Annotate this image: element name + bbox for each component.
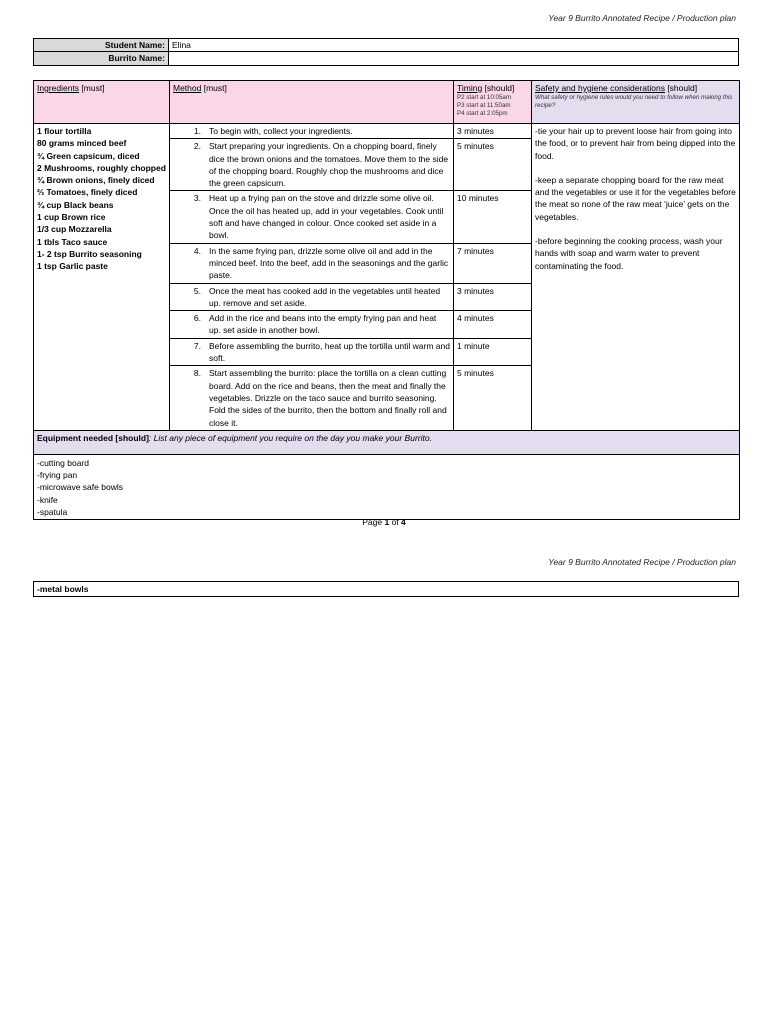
step-timing: 10 minutes (454, 191, 532, 243)
method-step: 7. Before assembling the burrito, heat up the tortilla until warm and soft. (170, 338, 454, 366)
equipment-item: -metal bowls (34, 582, 739, 597)
safety-item: -tie your hair up to prevent loose hair from going into the food, or to prevent hair from being dipped into the food. (535, 126, 738, 161)
ingredient-item: 2 Mushrooms, roughly chopped (37, 162, 166, 173)
equipment-item: -frying pan (37, 470, 78, 481)
safety-item: -before beginning the cooking process, wash your hands with soap and warm water to prevent contaminating the food. (535, 236, 725, 271)
method-step: 2. Start preparing your ingredients. On a chopping board, finely dice the brown onions and the tomatoes. Move them to the side of the chopping board. Roughly chop the mushrooms and dice the green capsicum. (170, 139, 454, 191)
equipment-continued-box (33, 581, 739, 597)
ingredient-item: ¾ cup Black beans (37, 199, 114, 210)
step-timing: 5 minutes (454, 366, 532, 430)
equipment-item: -cutting board (37, 457, 89, 468)
method-step: 6. Add in the rice and beans into the empty frying pan and heat up. set aside in another bowl. (170, 311, 454, 339)
step-timing: 4 minutes (454, 311, 532, 339)
equipment-item: -microwave safe bowls (37, 482, 123, 493)
page-header: Year 9 Burrito Annotated Recipe / Production plan (548, 557, 736, 567)
page-number: Page 1 of 4 (362, 517, 406, 527)
equipment-list (34, 454, 740, 519)
safety-header: Safety and hygiene considerations [should] What safety or hygiene rules would you need to follow when making this recipe? (532, 81, 740, 124)
timing-header: Timing [should] P2 start at 10:05am P3 start at 11:50am P4 start at 2:05pm (454, 81, 532, 124)
equipment-item: -knife (37, 494, 58, 505)
ingredients-list (34, 124, 170, 431)
equipment-item: -spatula (37, 507, 68, 518)
ingredient-item: 1 tbls Taco sauce (37, 236, 108, 247)
ingredient-item: 1/3 cup Mozzarella (37, 224, 112, 235)
ingredient-item: 1- 2 tsp Burrito seasoning (37, 248, 142, 259)
ingredient-item: 1 flour tortilla (37, 126, 92, 136)
burrito-name-label: Burrito Name: (34, 52, 169, 65)
burrito-name-value (169, 52, 739, 65)
student-name-label: Student Name: (34, 39, 169, 52)
ingredient-item: 80 grams minced beef (37, 138, 127, 149)
method-step: 8. Start assembling the burrito: place the tortilla on a clean cutting board. Add on the rice and beans, then the meat and finally the vegetables. Drizzle on the taco sauce and burrito seasoning. Fold the sides of the burrito, then the bottom and finally roll and close it. (170, 366, 454, 430)
step-timing: 7 minutes (454, 243, 532, 283)
step-timing: 5 minutes (454, 139, 532, 191)
method-step: 5. Once the meat has cooked add in the vegetables until heated up. remove and set aside. (170, 283, 454, 311)
ingredient-item: ¾ Brown onions, finely diced (37, 175, 155, 186)
equipment-header: Equipment needed [should]: List any piece of equipment you require on the day you make your Burrito. (34, 430, 740, 454)
step-timing: 3 minutes (454, 283, 532, 311)
safety-item: -keep a separate chopping board for the raw meat and the vegetables or use it for the vegetables before the meat so none of the raw meat ‘juice’ gets on the vegetables. (535, 174, 739, 222)
page-header: Year 9 Burrito Annotated Recipe / Production plan (548, 13, 736, 23)
student-info-table (33, 38, 739, 66)
recipe-table (33, 80, 740, 520)
method-step: 4. In the same frying pan, drizzle some olive oil and add in the minced beef. Into the beef, add in the seasonings and the garlic paste. (170, 243, 454, 283)
method-step: 3. Heat up a frying pan on the stove and drizzle some olive oil. Once the oil has heated up, add in your vegetables. Cook until soft and have changed in colour. Once cooked set aside in a bowl. (170, 191, 454, 243)
method-header: Method [must] (170, 81, 454, 124)
safety-list (532, 124, 740, 431)
ingredients-header: Ingredients [must] (34, 81, 170, 124)
ingredient-item: ⅔ Tomatoes, finely diced (37, 187, 138, 198)
step-timing: 1 minute (454, 338, 532, 366)
method-step: 1. To begin with, collect your ingredients. (170, 124, 454, 139)
ingredient-item: 1 tsp Garlic paste (37, 261, 108, 272)
step-timing: 3 minutes (454, 124, 532, 139)
ingredient-item: 1 cup Brown rice (37, 212, 106, 223)
student-name-value: Elina (169, 39, 739, 52)
ingredient-item: ¾ Green capsicum, diced (37, 150, 140, 161)
